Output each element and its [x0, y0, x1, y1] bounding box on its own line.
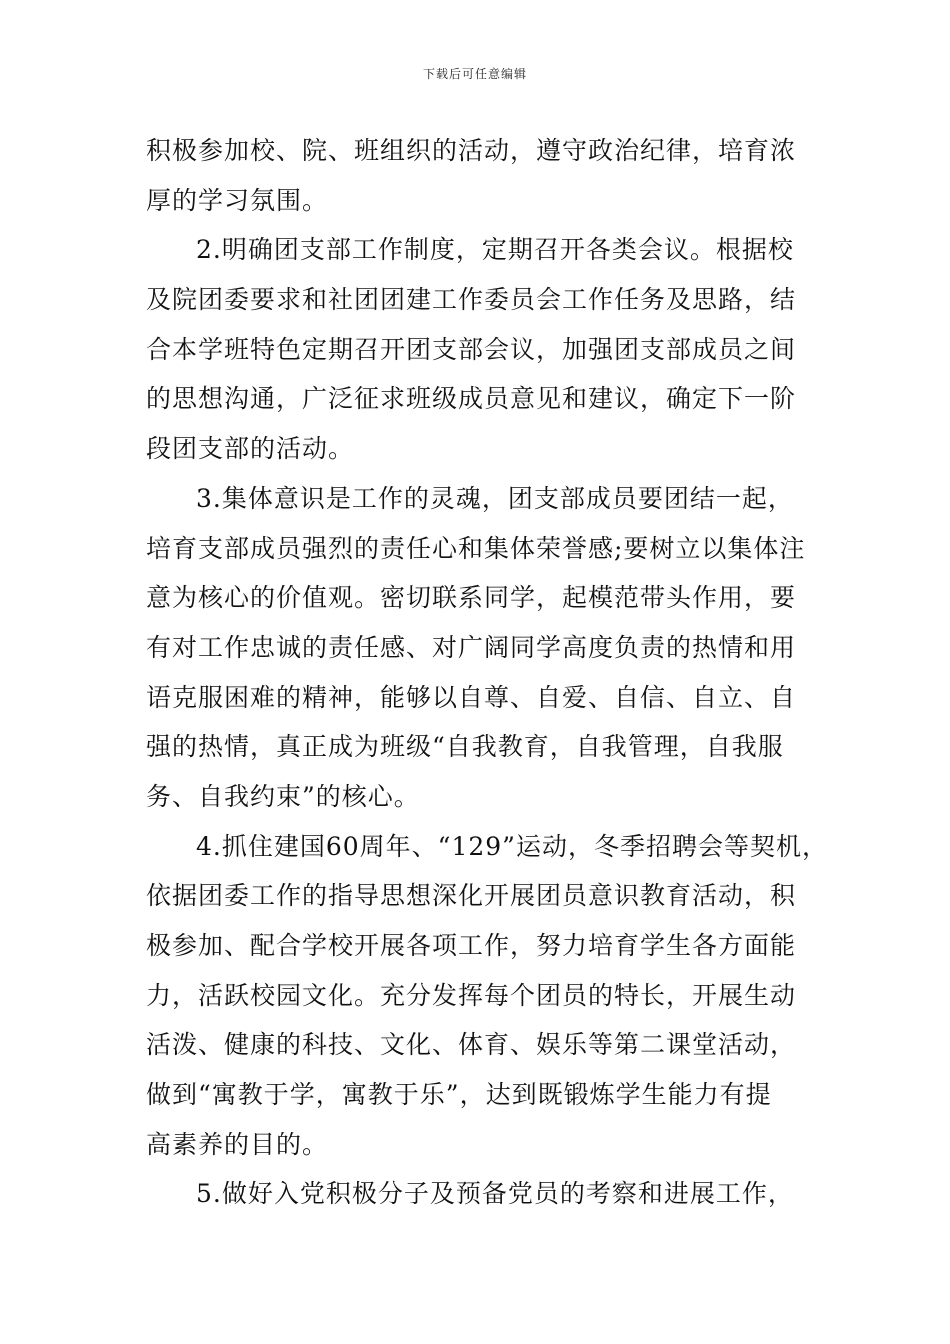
text-line: 依据团委工作的指导思想深化开展团员意识教育活动，积 [146, 881, 797, 911]
text-line: 高素养的目的。 [146, 1129, 329, 1159]
text-line: 极参加、配合学校开展各项工作，努力培育学生各方面能 [146, 931, 797, 960]
text-line: 语克服困难的精神，能够以自尊、自爱、自信、自立、自 [146, 682, 797, 712]
text-line: 有对工作忠诚的责任感、对广阔同学高度负责的热情和用 [146, 632, 797, 662]
text-line: 的思想沟通，广泛征求班级成员意见和建议，确定下一阶 [146, 384, 797, 414]
paragraph-start-line: 2.明确团支部工作制度，定期召开各类会议。根据校 [196, 235, 794, 265]
text-line: 务、自我约束”的核心。 [146, 781, 420, 811]
text-line: 力，活跃校园文化。充分发挥每个团员的特长，开展生动 [146, 980, 797, 1010]
text-line: 积极参加校、院、班组织的活动，遵守政治纪律，培育浓 [146, 136, 797, 165]
paragraph-start-line: 4.抓住建国60周年、“129”运动，冬季招聘会等契机， [196, 831, 828, 861]
paragraph-start-line: 5.做好入党积极分子及预备党员的考察和进展工作， [196, 1179, 794, 1209]
text-line: 强的热情，真正成为班级“自我教育，自我管理，自我服 [146, 732, 784, 762]
body-text [146, 126, 836, 1219]
text-line: 段团支部的活动。 [146, 434, 355, 464]
text-line: 意为核心的价值观。密切联系同学，起模范带头作用，要 [146, 583, 797, 613]
text-line: 及院团委要求和社团团建工作委员会工作任务及思路，结 [146, 285, 797, 315]
page-header: 下载后可任意编辑 [422, 67, 527, 81]
text-line: 培育支部成员强烈的责任心和集体荣誉感;要树立以集体注 [146, 533, 806, 563]
text-line: 厚的学习氛围。 [146, 185, 329, 215]
text-line: 活泼、健康的科技、文化、体育、娱乐等第二课堂活动， [146, 1030, 797, 1060]
text-line: 合本学班特色定期召开团支部会议，加强团支部成员之间 [146, 334, 797, 364]
paragraph-start-line: 3.集体意识是工作的灵魂，团支部成员要团结一起， [196, 483, 794, 513]
text-line: 做到“寓教于学，寓教于乐”，达到既锻炼学生能力有提 [146, 1080, 772, 1110]
